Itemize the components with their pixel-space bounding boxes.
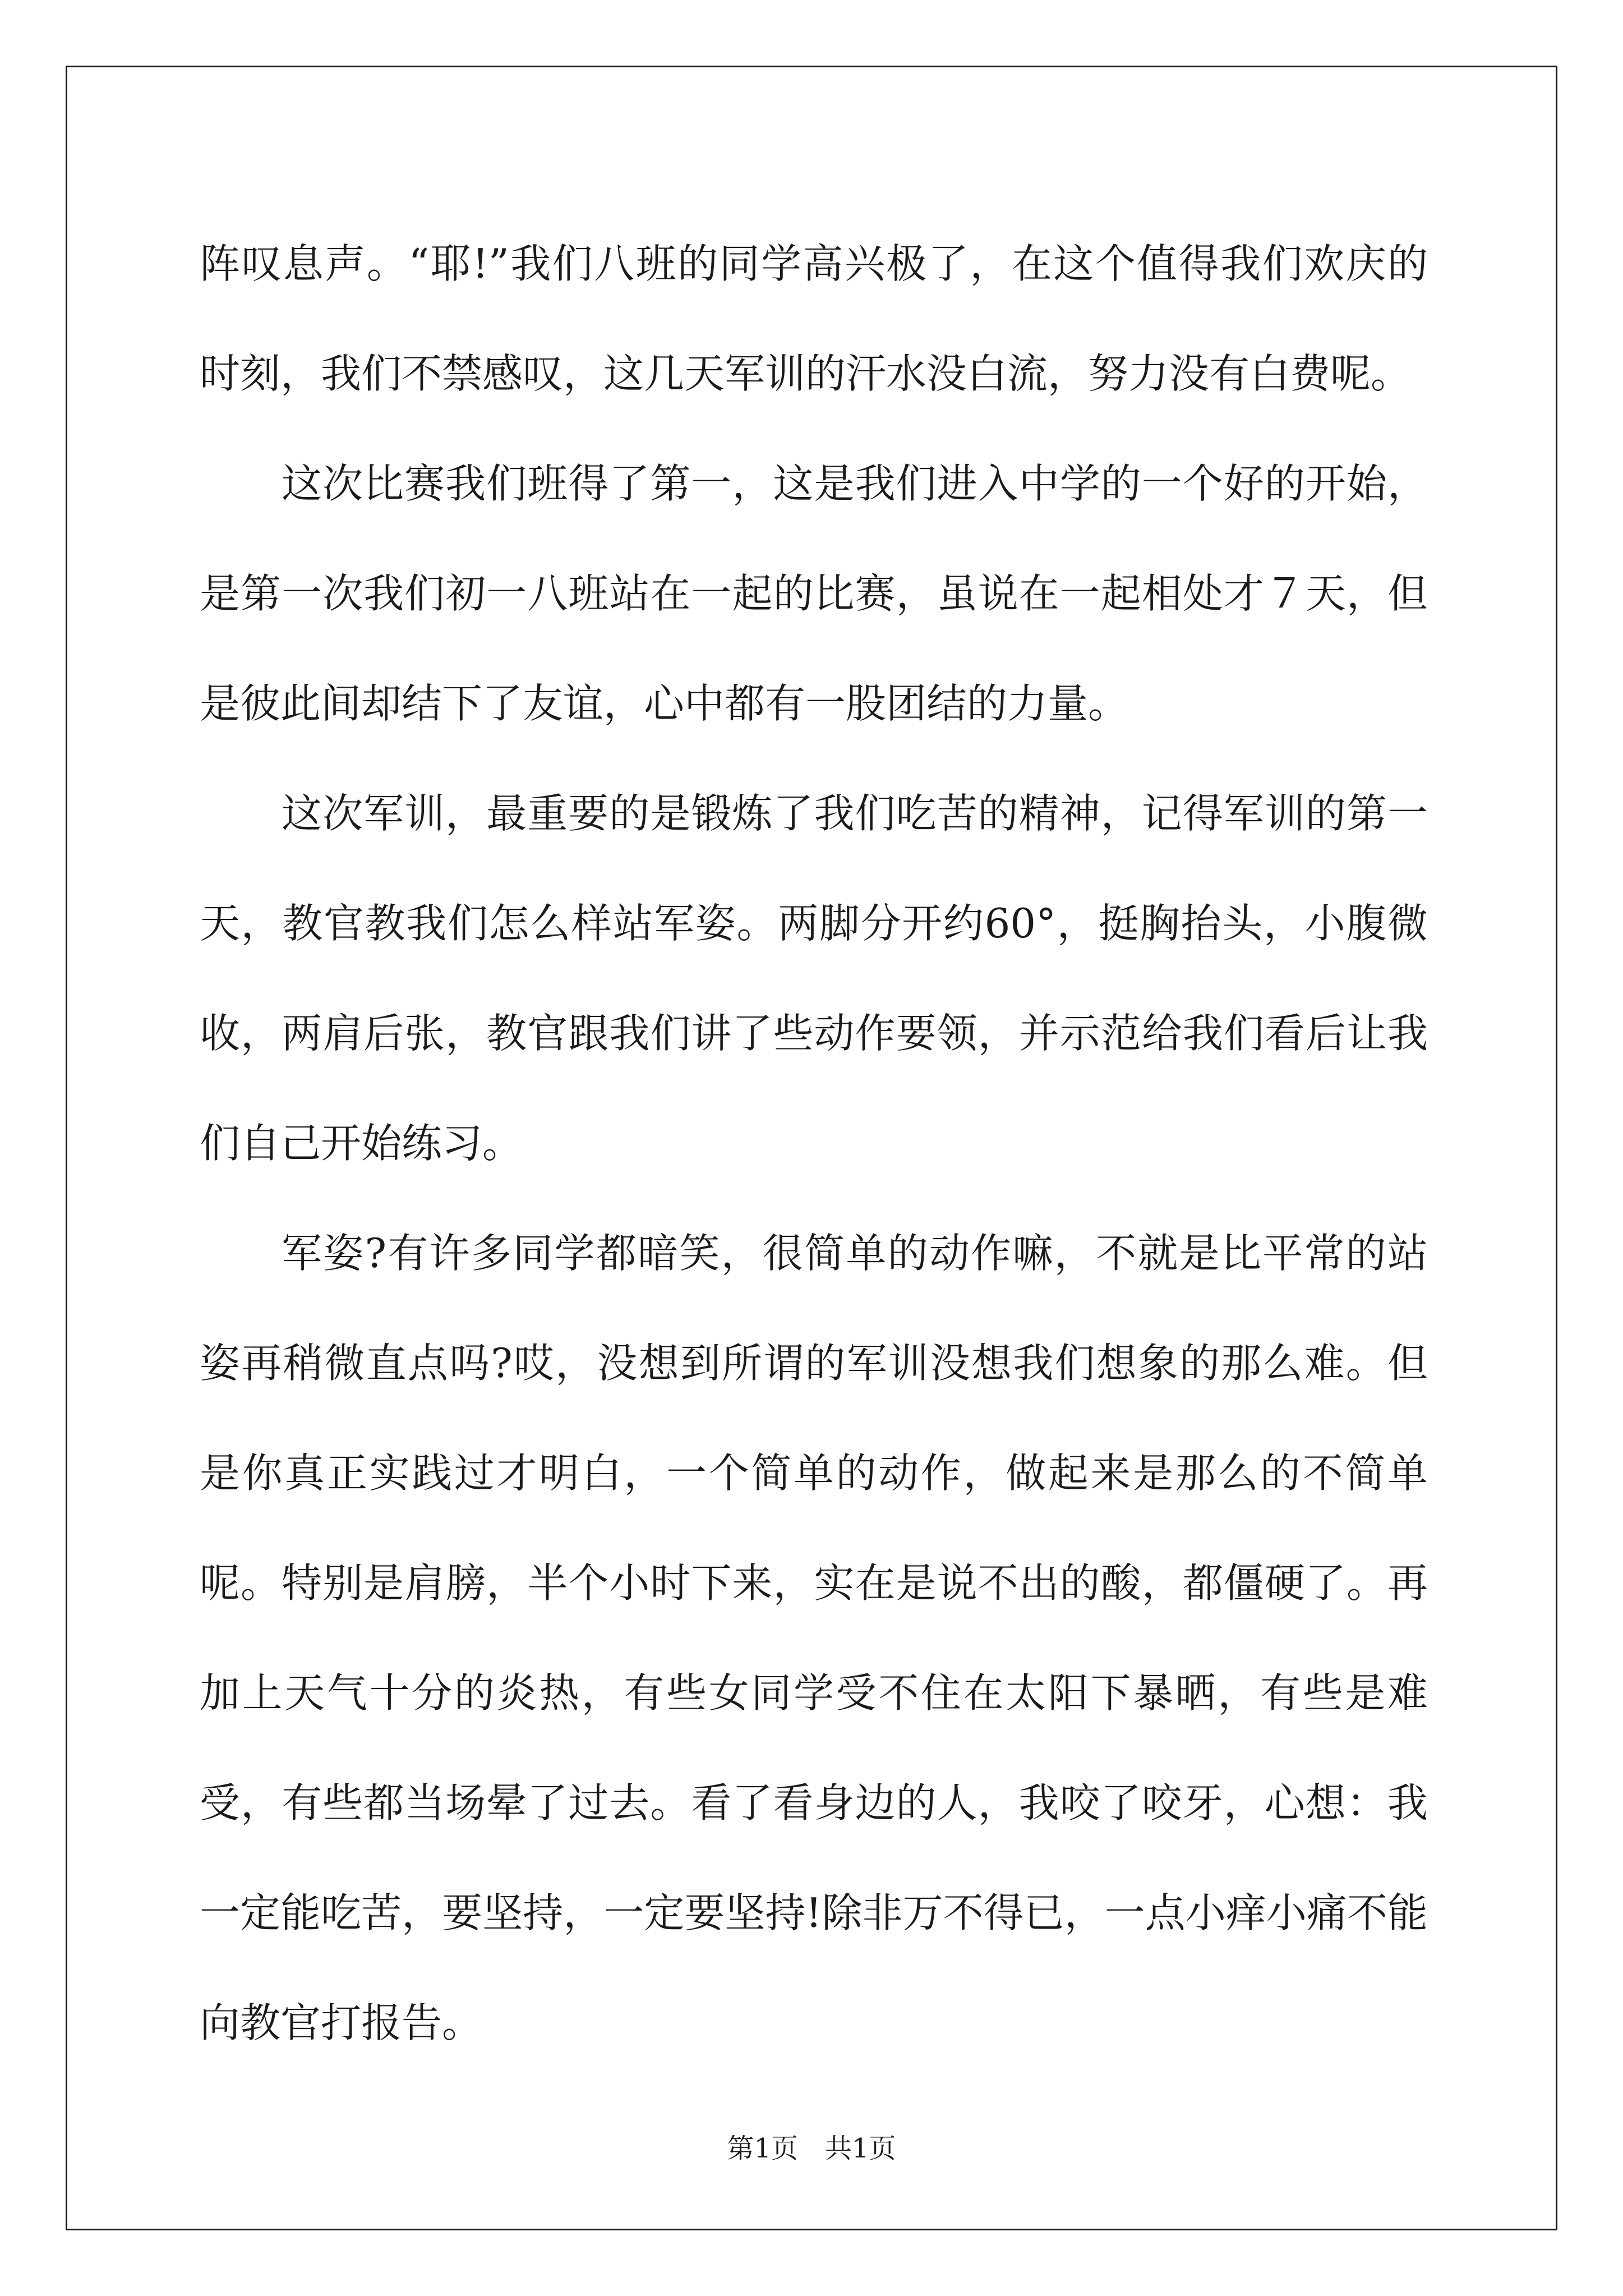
document-body	[200, 209, 1428, 2078]
paragraph-2: 这次比赛我们班得了第一，这是我们进入中学的一个好的开始，是第一次我们初一八班站在一起的比赛，虽说在一起相处才７天，但是彼此间却结下了友谊，心中都有一股团结的力量。	[200, 460, 1428, 727]
paragraph-4: 军姿?有许多同学都暗笑，很简单的动作嘛，不就是比平常的站姿再稍微直点吗?哎，没想到所谓的军训没想我们想象的那么难。但是你真正实践过才明白，一个简单的动作，做起来是那么的不简单呢。特别是肩膀，半个小时下来，实在是说不出的酸，都僵硬了。再加上天气十分的炎热，有些女同学受不住在太阳下暴晒，有些是难受，有些都当场晕了过去。看了看身边的人，我咬了咬牙，心想：我一定能吃苦，要坚持，一定要坚持!除非万不得已，一点小痒小痛不能向教官打报告。	[200, 1230, 1428, 2046]
paragraph-1: 阵叹息声。“耶!”我们八班的同学高兴极了，在这个值得我们欢庆的时刻，我们不禁感叹，这几天军训的汗水没白流，努力没有白费呢。	[200, 240, 1428, 397]
page-footer: 第1页 共1页	[727, 2133, 896, 2164]
paragraph-3: 这次军训，最重要的是锻炼了我们吃苦的精神，记得军训的第一天，教官教我们怎么样站军姿。两脚分开约60°，挺胸抬头，小腹微收，两肩后张，教官跟我们讲了些动作要领，并示范给我们看后让我们自己开始练习。	[200, 790, 1428, 1167]
